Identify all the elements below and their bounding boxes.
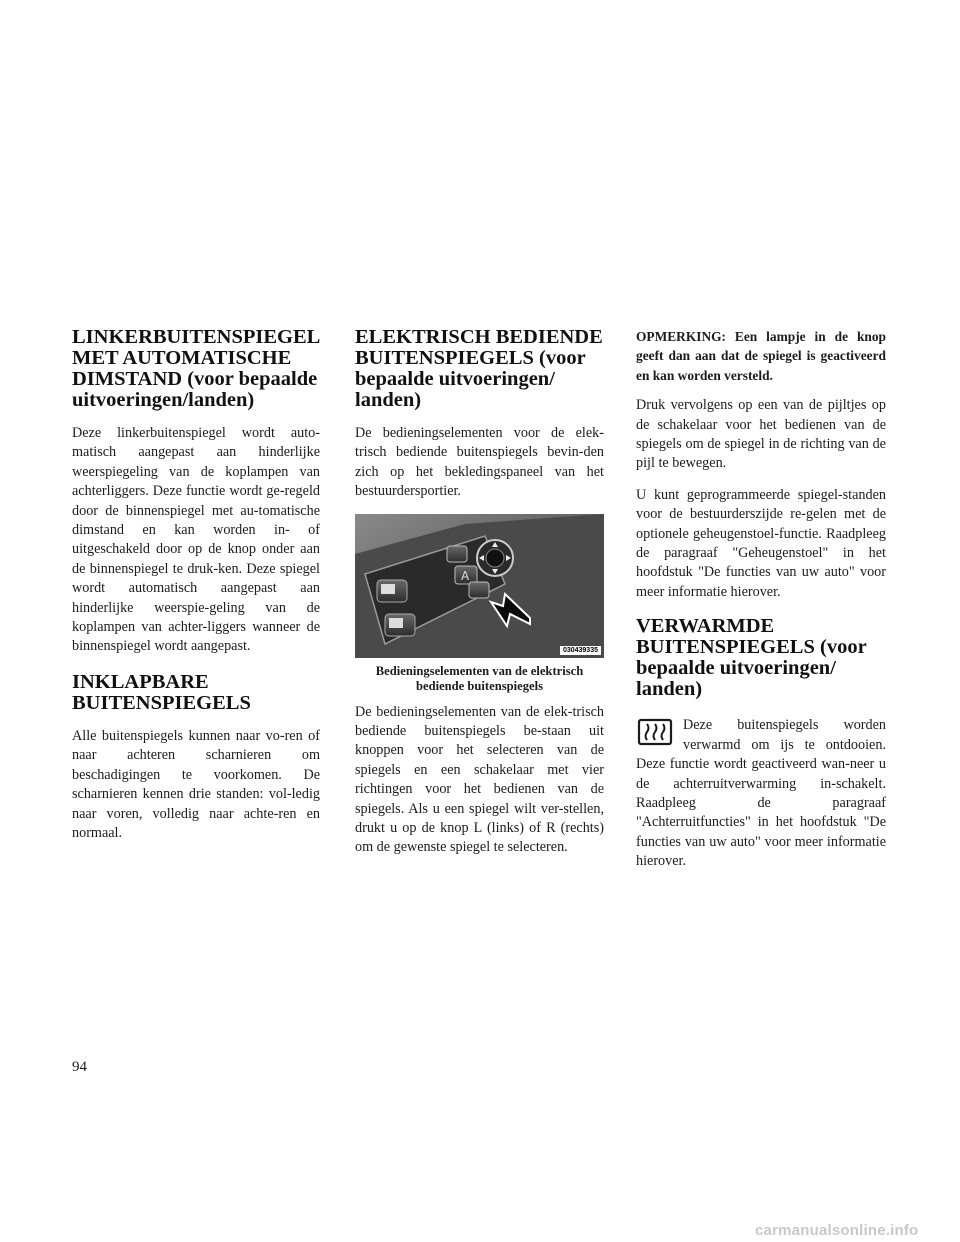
page-number: 94 xyxy=(72,1059,87,1075)
note-indicator-light: OPMERKING: Een lampje in de knop geeft dan aan dat de spiegel is geactiveerd en kan worden versteld. xyxy=(636,329,886,383)
heading-auto-dimming-mirror: LINKERBUITENSPIEGEL MET AUTOMATISCHE DIMSTAND (voor bepaalde uitvoeringen/landen) xyxy=(72,326,320,411)
paragraph-power-mirrors-controls: De bedieningselementen van de elek-trisch bediende buitenspiegels be-staan uit knoppen voor het selecteren van de spiegels en een schakelaar met vier richtingen voor het bedienen van de spiegels. Als u een spiegel wilt ver-stellen, drukt u op de knop L (links) of R (rechts) om de gewenste spiegel te selecteren. xyxy=(355,703,604,856)
figure-id: 030439335 xyxy=(560,646,601,655)
heading-power-mirrors: ELEKTRISCH BEDIENDE BUITENSPIEGELS (voor bepaalde uitvoeringen/ landen) xyxy=(355,326,603,411)
column-middle xyxy=(355,327,604,870)
watermark: carmanualsonline.info xyxy=(755,1222,919,1239)
paragraph-heated-mirrors: Deze buitenspiegels worden verwarmd om ijs te ontdooien. Deze functie wordt geactiveerd wan-neer u de achterruitverwarming in-schakelt. Raadpleeg de paragraaf "Achterruitfuncties" in het hoofdstuk "De functies van uw auto" voor meer informatie hierover. xyxy=(636,717,886,870)
mirror-controls-illustration xyxy=(355,514,604,658)
heated-mirrors-block xyxy=(636,716,886,871)
paragraph-folding: Alle buitenspiegels kunnen naar vo-ren of naar achteren scharnieren om beschadigingen te voorkomen. De scharnieren kennen drie standen: vol-ledig naar voren, volledig naar achte-ren en normaal. xyxy=(72,727,320,841)
heading-folding-mirrors: INKLAPBARE BUITENSPIEGELS xyxy=(72,670,251,714)
rear-defrost-icon xyxy=(637,718,673,746)
paragraph-arrow-switch: Druk vervolgens op een van de pijltjes op de schakelaar voor het bedienen van de spiegels om de spiegel in de richting van de pijl te bewegen. xyxy=(636,397,886,472)
paragraph-memory-seat: U kunt geprogrammeerde spiegel-standen voor de bestuurderszijde re-gelen met de optionele geheugenstoel-functie. Raadpleeg de paragraaf "Geheugenstoel" in het hoofdstuk "De functies van uw auto" voor meer informatie hierover. xyxy=(636,486,886,600)
figure-caption: Bedieningselementen van de elektrisch bediende buitenspiegels xyxy=(375,663,584,693)
paragraph-auto-dimming: Deze linkerbuitenspiegel wordt auto-matisch aangepast aan hinderlijke weerspiegeling van de koplampen van achterliggers. Deze functie wordt ge-regeld door de binnenspiegel met au-tomatische dimstand en kan worden in- of uitgeschakeld door op de knop onder aan de binnenspiegel te druk-ken. Deze spiegel wordt automatisch aangepast aan hinderlijke weerspie-geling van de koplampen van achter-liggers wanneer de binnenspiegel wordt aangepast. xyxy=(72,425,320,655)
column-left xyxy=(72,327,320,855)
mirror-controls-photo xyxy=(355,514,604,658)
svg-text:A: A xyxy=(461,568,470,583)
column-right xyxy=(636,327,886,884)
paragraph-power-mirrors-location: De bedieningselementen voor de elek-trisch bediende buitenspiegels bevin-den zich op het bekledingspaneel van het bestuurdersportier. xyxy=(355,425,604,500)
heading-heated-mirrors: VERWARMDE BUITENSPIEGELS (voor bepaalde uitvoeringen/ landen) xyxy=(636,615,867,701)
